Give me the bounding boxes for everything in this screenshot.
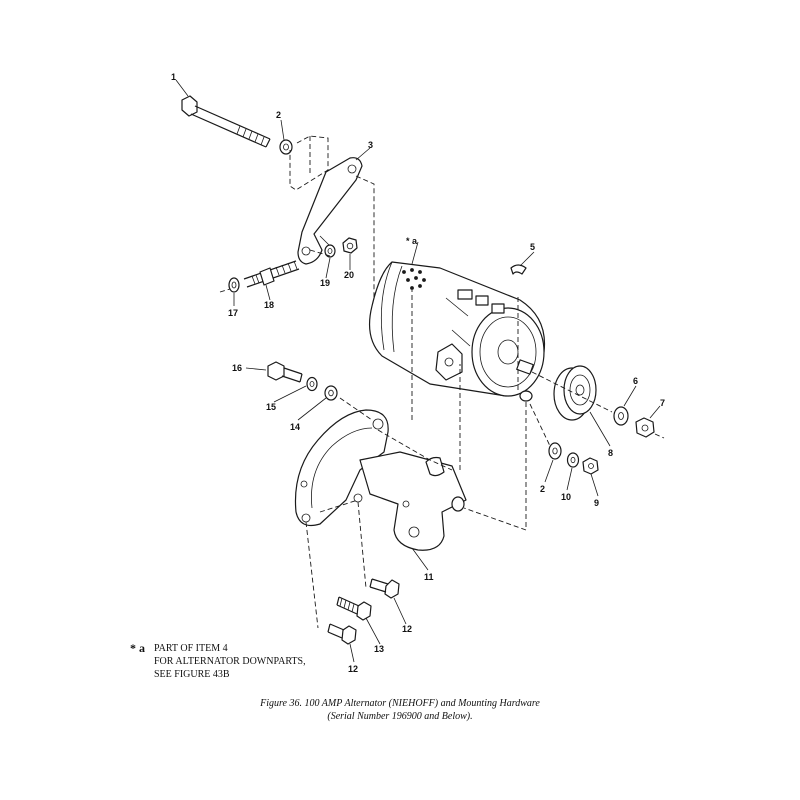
callout-13: 13 [374, 644, 385, 654]
callout-7: 7 [660, 398, 666, 408]
callout-1: 1 [171, 72, 177, 82]
callout-10: 10 [561, 492, 572, 502]
pulley-part-8 [554, 366, 596, 420]
stud-part-18 [244, 261, 299, 287]
bolt-part-1 [182, 96, 270, 147]
washer-part-17 [229, 278, 239, 292]
lockwasher-part-10 [568, 453, 579, 467]
callout-14: 14 [290, 422, 301, 432]
alignment-lines [220, 176, 664, 628]
callout-12-right: 12 [402, 624, 413, 634]
bolt-part-12-right [370, 579, 399, 598]
lockwasher-part-15 [307, 378, 317, 391]
washer-part-6 [614, 407, 628, 425]
callout-12-bottom: 12 [348, 664, 359, 674]
figure-caption [0, 697, 800, 723]
callout-2-top: 2 [276, 110, 282, 120]
callout-9: 9 [594, 498, 600, 508]
callout-star-a: * a [406, 236, 418, 246]
callout-3: 3 [368, 140, 374, 150]
callout-18: 18 [264, 300, 275, 310]
callout-15: 15 [266, 402, 277, 412]
washer-part-2-top [280, 140, 292, 154]
caption-line-1: Figure 36. 100 AMP Alternator (NIEHOFF) and Mounting Hardware [260, 698, 540, 709]
footnote-line-1: PART OF ITEM 4 [154, 643, 228, 654]
nut-part-9 [583, 458, 598, 474]
callout-11: 11 [424, 572, 434, 582]
bolt-part-12-bottom [328, 624, 356, 644]
bolt-part-16 [268, 362, 302, 382]
callout-6: 6 [633, 376, 639, 386]
callout-17: 17 [228, 308, 239, 318]
nut-part-20 [343, 238, 357, 253]
bolt-part-13 [337, 597, 371, 620]
callout-16: 16 [232, 363, 243, 373]
callout-5: 5 [530, 242, 536, 252]
callout-19: 19 [320, 278, 331, 288]
washer-part-14 [325, 386, 337, 400]
footnote-marker: * a [130, 641, 145, 655]
caption-line-2: (Serial Number 196900 and Below). [327, 711, 473, 722]
callout-20: 20 [344, 270, 355, 280]
footnote-line-3: SEE FIGURE 43B [154, 669, 230, 680]
nut-part-7 [636, 418, 654, 437]
washer-part-2-bottom [549, 443, 561, 459]
footnote-line-2: FOR ALTERNATOR DOWNPARTS, [154, 656, 306, 667]
callout-8: 8 [608, 448, 614, 458]
key-part-5 [511, 265, 526, 274]
lower-bracket-part-11 [360, 452, 466, 550]
callout-2-bottom: 2 [540, 484, 546, 494]
